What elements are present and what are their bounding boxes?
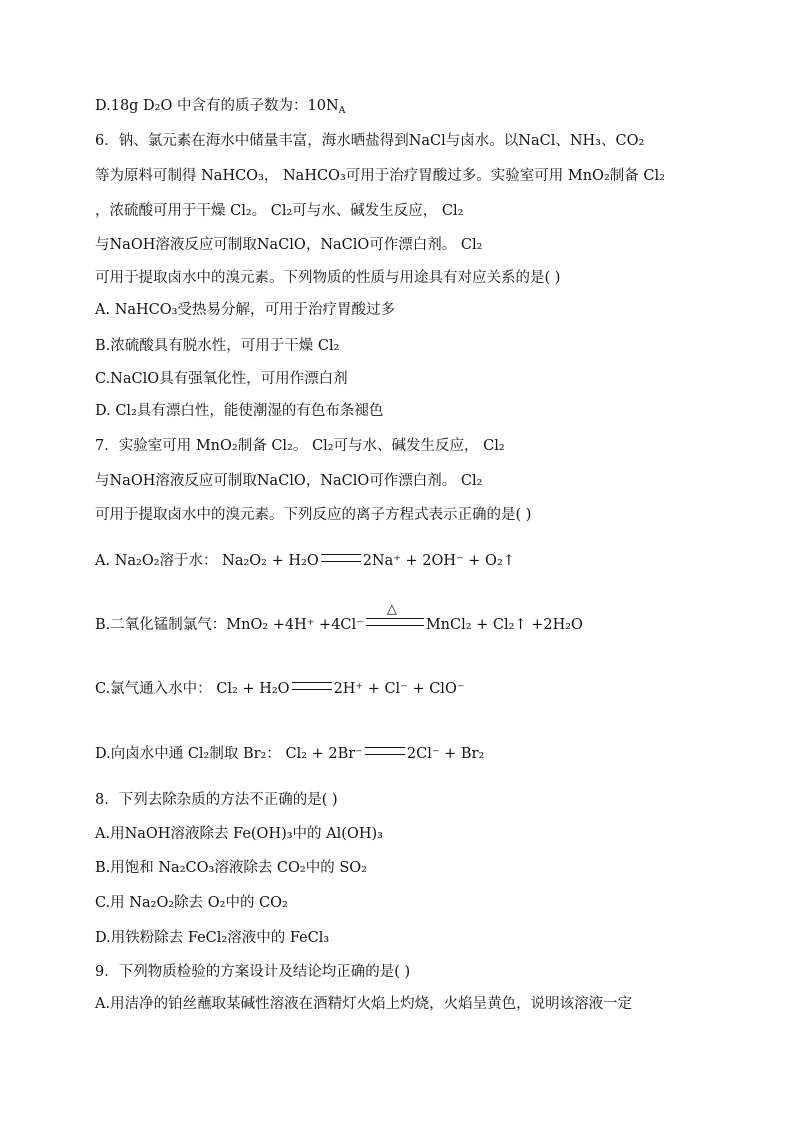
question-8-line-1: 8．下列去除杂质的方法不正确的是( ) [95, 792, 338, 808]
question-8-option-c: C.用 Na₂O₂除去 O₂中的 CO₂ [95, 895, 288, 911]
question-7-option-d: D.向卤水中通 Cl₂制取 Br₂： Cl₂ + 2Br⁻ 2Cl⁻ + Br₂ [95, 746, 485, 762]
question-6-line-2: 等为原料可制得 NaHCO₃， NaHCO₃可用于治疗胃酸过多。实验室可用 MnO₂制备 Cl₂ [95, 168, 665, 184]
question-7-line-3: 可用于提取卤水中的溴元素。下列反应的离子方程式表示正确的是( ) [95, 507, 532, 523]
equals-sign [292, 682, 332, 690]
question-6-option-c: C.NaClO具有强氧化性，可用作漂白剂 [95, 371, 348, 387]
heating-equals-sign [366, 602, 424, 626]
question-7-line-1: 7．实验室可用 MnO₂制备 Cl₂。 Cl₂可与水、碱发生反应， Cl₂ [95, 438, 505, 454]
question-7-option-b: B.二氧化锰制氯气：MnO₂ +4H⁺ +4Cl⁻ △ MnCl₂ + Cl₂↑ +2H₂O [95, 602, 583, 633]
option-d-prev: D.18g D₂O 中含有的质子数为：$10N_A$ [95, 98, 346, 116]
question-6-line-4: 与NaOH溶液反应可制取NaClO，NaClO可作漂白剂。 Cl₂ [95, 237, 483, 253]
question-8-option-d: D.用铁粉除去 FeCl₂溶液中的 FeCl₃ [95, 930, 330, 946]
question-6-line-1: 6．钠、氯元素在海水中储量丰富，海水晒盐得到NaCl与卤水。以NaCl、NH₃、CO₂ [95, 133, 645, 149]
equals-sign [365, 747, 405, 755]
question-6-option-d: D. Cl₂具有漂白性，能使潮湿的有色布条褪色 [95, 403, 384, 419]
question-7-option-c: C.氯气通入水中： Cl₂ + H₂O 2H⁺ + Cl⁻ + ClO⁻ [95, 681, 465, 697]
heat-triangle: △ [386, 602, 397, 617]
question-7-option-a: A. Na₂O₂溶于水： Na₂O₂ + H₂O 2Na⁺ + 2OH⁻ + O₂↑ [95, 553, 515, 569]
question-8-option-b: B.用饱和 Na₂CO₃溶液除去 CO₂中的 SO₂ [95, 860, 367, 876]
question-9-line-1: 9．下列物质检验的方案设计及结论均正确的是( ) [95, 964, 411, 980]
question-6-line-3: ，浓硫酸可用于干燥 Cl₂。 Cl₂可与水、碱发生反应， Cl₂ [95, 203, 464, 219]
question-8-option-a: A.用NaOH溶液除去 Fe(OH)₃中的 Al(OH)₃ [95, 826, 383, 842]
question-6-line-5: 可用于提取卤水中的溴元素。下列物质的性质与用途具有对应关系的是( ) [95, 270, 561, 286]
question-9-option-a: A.用洁净的铂丝蘸取某碱性溶液在酒精灯火焰上灼烧，火焰呈黄色，说明该溶液一定 [95, 996, 633, 1012]
equals-sign [321, 554, 361, 562]
question-7-line-2: 与NaOH溶液反应可制取NaClO，NaClO可作漂白剂。 Cl₂ [95, 473, 483, 489]
question-6-option-b: B.浓硫酸具有脱水性，可用于干燥 Cl₂ [95, 338, 340, 354]
question-6-option-a: A. NaHCO₃受热易分解，可用于治疗胃酸过多 [95, 302, 395, 318]
